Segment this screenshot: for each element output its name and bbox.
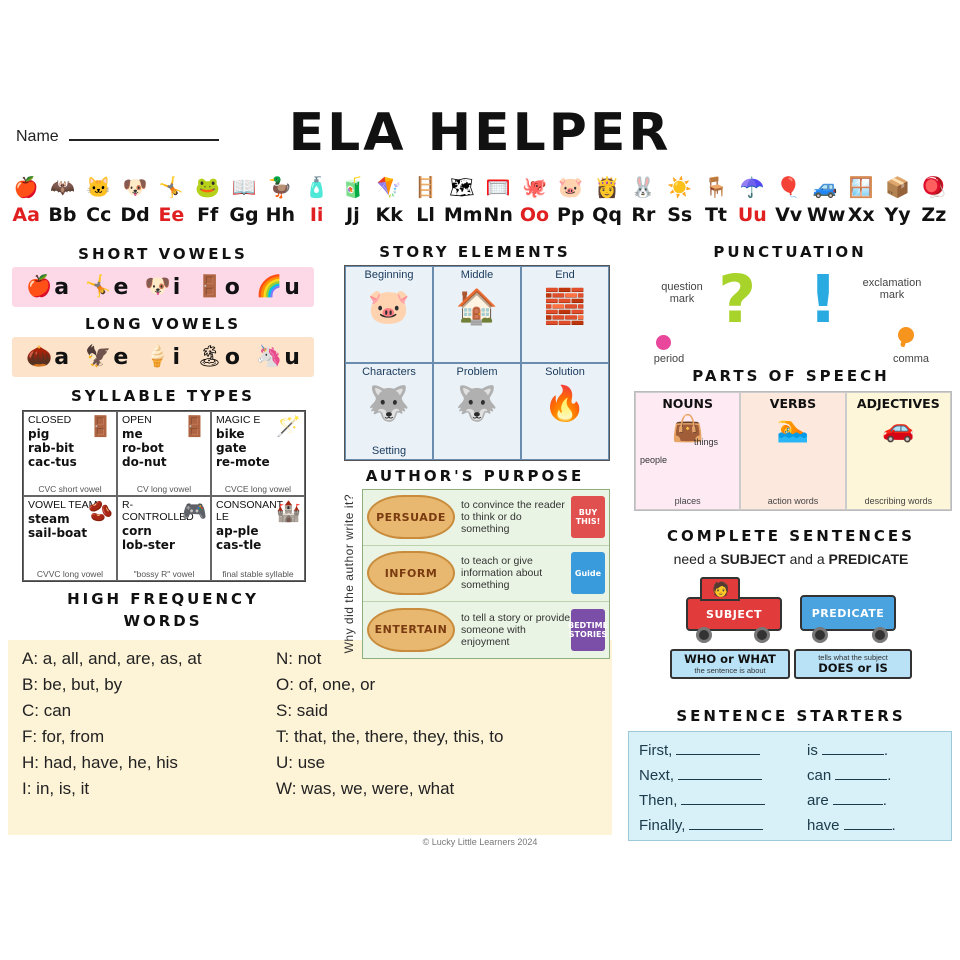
short-vowel-picture-icon: 🌈 bbox=[256, 275, 283, 298]
story-element-label: Middle bbox=[460, 269, 494, 281]
sentence-starter-row bbox=[639, 813, 941, 838]
parts-of-speech-icon: 🏊 bbox=[776, 413, 810, 443]
parts-of-speech-title: NOUNS bbox=[662, 396, 714, 411]
train-diagram bbox=[660, 573, 930, 693]
ela-helper-worksheet bbox=[0, 95, 960, 865]
alphabet-cell bbox=[262, 173, 298, 227]
page-title: ELA HELPER bbox=[288, 103, 672, 163]
high-frequency-word-line: W: was, we, were, what bbox=[276, 779, 455, 798]
sentence-starter-row bbox=[639, 763, 941, 788]
alphabet-letters: Vv bbox=[775, 204, 803, 226]
long-vowel-letter: o bbox=[224, 344, 240, 370]
high-frequency-words-box bbox=[8, 640, 612, 835]
syllable-word: bike bbox=[216, 427, 245, 441]
story-element-icon: 🐺 bbox=[455, 385, 499, 423]
parts-of-speech-cell bbox=[740, 392, 845, 510]
syllable-type-cell bbox=[211, 496, 305, 581]
train-conductor-icon: 🧑 bbox=[712, 581, 730, 597]
alphabet-cell bbox=[443, 173, 483, 227]
alphabet-cell bbox=[81, 173, 117, 227]
parts-of-speech-title: VERBS bbox=[769, 396, 817, 411]
authors-purpose-book-icon: BEDTIME STORIES bbox=[571, 609, 605, 651]
syllable-type-cell bbox=[23, 411, 117, 496]
sentence-starter-period: . bbox=[883, 742, 889, 759]
long-vowel-letter: e bbox=[113, 344, 129, 370]
syllable-type-title: CONSONANT + LE bbox=[216, 499, 292, 523]
alphabet-letters: Nn bbox=[483, 204, 513, 226]
long-vowel-picture-icon: 🍦 bbox=[144, 345, 171, 368]
complete-sentences-heading: COMPLETE SENTENCES bbox=[667, 527, 915, 545]
predicate-caption bbox=[794, 649, 912, 679]
period-label: period bbox=[653, 353, 685, 365]
alphabet-picture-icon: 📖 bbox=[231, 177, 257, 199]
parts-of-speech-heading: PARTS OF SPEECH bbox=[692, 367, 890, 385]
alphabet-picture-icon: 🦇 bbox=[50, 177, 75, 199]
authors-purpose-question: Why did the author write it? bbox=[342, 494, 356, 654]
authors-purpose-heading: AUTHOR'S PURPOSE bbox=[365, 467, 585, 485]
alphabet-picture-icon: 🪁 bbox=[376, 177, 402, 199]
sentence-starter-period: . bbox=[882, 792, 887, 809]
alphabet-picture-icon: 🧴 bbox=[304, 177, 330, 199]
alphabet-letters: Pp bbox=[557, 204, 585, 226]
parts-of-speech-cell bbox=[846, 392, 951, 510]
punctuation-zone bbox=[630, 261, 952, 367]
short-vowel-picture-icon: 🐶 bbox=[144, 275, 171, 298]
high-frequency-left-column bbox=[22, 646, 292, 802]
alphabet-cell bbox=[335, 173, 371, 227]
syllable-word: re-mote bbox=[216, 455, 270, 469]
question-mark-label: question mark bbox=[661, 281, 703, 305]
cs-sub-subject: SUBJECT bbox=[720, 551, 786, 567]
syllable-type-cell bbox=[117, 411, 211, 496]
alphabet-picture-icon: 🪟 bbox=[848, 177, 874, 199]
high-frequency-word-line: U: use bbox=[276, 753, 326, 772]
long-vowel-letter: u bbox=[284, 344, 300, 370]
sentence-starter-row bbox=[639, 738, 941, 763]
cs-sub-prefix: need a bbox=[673, 551, 721, 567]
alphabet-cell bbox=[806, 173, 846, 227]
sentence-starter-period: . bbox=[887, 767, 892, 784]
alphabet-cell bbox=[44, 173, 80, 227]
story-element-label: End bbox=[555, 269, 575, 281]
alphabet-letters: Cc bbox=[86, 204, 112, 226]
sentence-starter-right-text: are bbox=[807, 792, 829, 809]
alphabet-cell bbox=[516, 173, 552, 227]
alphabet-cell bbox=[625, 173, 661, 227]
sentence-starter-blank[interactable] bbox=[681, 790, 765, 805]
short-vowels-heading: SHORT VOWELS bbox=[78, 245, 248, 263]
alphabet-letters: Ii bbox=[309, 204, 324, 226]
alphabet-picture-icon: 🎈 bbox=[776, 177, 802, 199]
alphabet-picture-icon: 🐱 bbox=[86, 177, 112, 199]
alphabet-picture-icon: ☀️ bbox=[667, 177, 693, 199]
parts-of-speech-icon: 👜 bbox=[671, 413, 704, 443]
high-frequency-word-line: O: of, one, or bbox=[276, 675, 376, 694]
alphabet-picture-icon: 🪜 bbox=[413, 177, 438, 199]
alphabet-letters: Tt bbox=[704, 204, 728, 226]
alphabet-cell bbox=[408, 173, 444, 227]
long-vowel-item bbox=[256, 345, 300, 370]
comma-icon bbox=[898, 327, 914, 343]
syllable-type-title: VOWEL TEAM bbox=[28, 499, 98, 511]
high-frequency-word-line: F: for, from bbox=[22, 727, 105, 746]
authors-purpose-row bbox=[363, 602, 609, 658]
syllable-type-cell bbox=[117, 496, 211, 581]
authors-purpose-text: to teach or give information about something bbox=[461, 555, 543, 592]
syllable-word: pig bbox=[28, 427, 50, 441]
alphabet-letters: Gg bbox=[229, 204, 259, 226]
syllable-word: cac-tus bbox=[28, 455, 77, 469]
train-wheel bbox=[696, 627, 712, 643]
syllable-type-note: CVC short vowel bbox=[38, 484, 102, 494]
syllable-word: lob-ster bbox=[122, 538, 175, 552]
long-vowel-picture-icon: 🌰 bbox=[26, 345, 53, 368]
subject-car: SUBJECT bbox=[686, 597, 782, 631]
subject-caption bbox=[670, 649, 790, 679]
high-frequency-word-line: S: said bbox=[276, 701, 328, 720]
high-frequency-word-line: C: can bbox=[22, 701, 72, 720]
question-mark-icon: ? bbox=[718, 261, 757, 338]
train-wheel bbox=[812, 627, 828, 643]
alphabet-letters: Oo bbox=[519, 204, 550, 226]
syllable-word: sail-boat bbox=[28, 526, 88, 540]
alphabet-letters: Ff bbox=[197, 204, 219, 226]
high-frequency-word-line: T: that, the, there, they, this, to bbox=[276, 727, 504, 746]
sentence-starter-blank[interactable] bbox=[835, 765, 887, 780]
alphabet-letters: Kk bbox=[375, 204, 403, 226]
train-wheel bbox=[872, 627, 888, 643]
syllable-type-title: R- CONTROLLED bbox=[122, 499, 194, 523]
comma-label: comma bbox=[892, 353, 930, 365]
sentence-starter-blank[interactable] bbox=[676, 740, 760, 755]
alphabet-letters: Mm bbox=[443, 204, 483, 226]
exclamation-mark-label: exclamation mark bbox=[862, 277, 922, 301]
parts-of-speech-sublabel: action words bbox=[767, 496, 819, 506]
long-vowel-picture-icon: 🦅 bbox=[85, 345, 112, 368]
short-vowel-item bbox=[197, 275, 240, 300]
predicate-car: PREDICATE bbox=[800, 595, 896, 631]
syllable-type-cell bbox=[211, 411, 305, 496]
syllable-word: steam bbox=[28, 512, 70, 526]
long-vowel-item bbox=[196, 345, 240, 370]
alphabet-letters: Ee bbox=[158, 204, 185, 226]
story-element-cell bbox=[521, 266, 609, 363]
story-element-label: Setting bbox=[371, 445, 407, 457]
long-vowel-picture-icon: 🏝 bbox=[196, 345, 223, 368]
syllable-type-cell bbox=[23, 496, 117, 581]
syllable-type-note: CV long vowel bbox=[136, 484, 192, 494]
parts-of-speech-extra-word: people bbox=[640, 455, 668, 465]
syllable-type-icon: 🫘 bbox=[88, 501, 113, 523]
sentence-starter-blank[interactable] bbox=[844, 815, 892, 830]
authors-purpose-box bbox=[362, 489, 610, 659]
long-vowel-letter: i bbox=[172, 344, 181, 370]
alphabet-picture-icon: 👸 bbox=[594, 177, 620, 199]
alphabet-cell bbox=[734, 173, 770, 227]
high-frequency-word-line: I: in, is, it bbox=[22, 779, 90, 798]
long-vowel-item bbox=[85, 345, 128, 370]
alphabet-picture-icon: 🥅 bbox=[485, 177, 511, 199]
syllable-type-icon: 🎮 bbox=[182, 501, 207, 523]
alphabet-picture-icon: 🤸 bbox=[158, 177, 184, 199]
alphabet-letters: Qq bbox=[592, 204, 622, 226]
story-element-label: Problem bbox=[456, 366, 498, 378]
sentence-starter-right-text: can bbox=[807, 767, 832, 784]
sentence-starter-blank[interactable] bbox=[822, 740, 884, 755]
story-element-cell bbox=[521, 363, 609, 460]
sentence-starters-heading: SENTENCE STARTERS bbox=[676, 707, 906, 725]
high-frequency-word-line: N: not bbox=[276, 649, 322, 668]
sentence-starter-right-text: is bbox=[807, 742, 818, 759]
high-frequency-word-line: B: be, but, by bbox=[22, 675, 123, 694]
predicate-caption-main: DOES or IS bbox=[818, 661, 888, 675]
subject-caption-main: WHO or WHAT bbox=[684, 652, 776, 666]
short-vowel-item bbox=[26, 275, 69, 300]
copyright-text: © Lucky Little Learners 2024 bbox=[422, 837, 538, 847]
syllable-word: ap-ple bbox=[216, 524, 259, 538]
sentence-starter-left-text: Finally, bbox=[639, 817, 686, 834]
alphabet-letters: Dd bbox=[120, 204, 150, 226]
long-vowel-item bbox=[144, 345, 180, 370]
authors-purpose-row bbox=[363, 490, 609, 546]
alphabet-letters: Rr bbox=[631, 204, 656, 226]
syllable-type-note: "bossy R" vowel bbox=[133, 569, 195, 579]
long-vowel-letter: a bbox=[54, 344, 70, 370]
alphabet-letters: Ss bbox=[667, 204, 693, 226]
high-frequency-heading-2: WORDS bbox=[123, 612, 203, 630]
parts-of-speech-title: ADJECTIVES bbox=[856, 396, 940, 411]
syllable-type-icon: 🚪 bbox=[88, 416, 113, 438]
alphabet-picture-icon: ☂️ bbox=[739, 177, 765, 199]
sentence-starter-left-text: Next, bbox=[639, 767, 675, 784]
syllable-type-title: MAGIC E bbox=[216, 414, 261, 426]
alphabet-cell bbox=[589, 173, 625, 227]
cs-sub-middle: and a bbox=[785, 551, 829, 567]
authors-purpose-book-icon: BUY THIS! bbox=[571, 496, 605, 538]
parts-of-speech-sublabel: places bbox=[674, 496, 701, 506]
alphabet-letters: Bb bbox=[48, 204, 77, 226]
story-elements-heading: STORY ELEMENTS bbox=[379, 243, 571, 261]
parts-of-speech-cell bbox=[635, 392, 740, 510]
alphabet-letters: Yy bbox=[884, 204, 911, 226]
alphabet-picture-icon: 🪑 bbox=[703, 177, 729, 199]
syllable-word: ro-bot bbox=[122, 441, 164, 455]
alphabet-picture-icon: 🐶 bbox=[122, 177, 148, 199]
authors-purpose-row bbox=[363, 546, 609, 602]
syllable-type-icon: 🏰 bbox=[276, 501, 301, 523]
syllable-word: rab-bit bbox=[28, 441, 75, 455]
story-element-cell bbox=[345, 266, 433, 363]
alphabet-letters: Zz bbox=[921, 204, 947, 226]
high-frequency-word-line: A: a, all, and, are, as, at bbox=[22, 649, 202, 668]
sentence-starter-period: . bbox=[891, 817, 896, 834]
alphabet-letters: Ll bbox=[416, 204, 435, 226]
alphabet-picture-icon: 🐸 bbox=[195, 177, 221, 199]
story-elements-grid bbox=[344, 265, 610, 461]
authors-purpose-pie: ENTERTAIN bbox=[367, 608, 455, 652]
story-element-label: Beginning bbox=[364, 269, 414, 281]
punctuation-heading: PUNCTUATION bbox=[713, 243, 867, 261]
predicate-caption-small: tells what the subject bbox=[818, 653, 888, 662]
alphabet-cell bbox=[553, 173, 589, 227]
authors-purpose-side-label bbox=[342, 489, 356, 659]
syllable-type-note: CVCE long vowel bbox=[224, 484, 292, 494]
long-vowel-item bbox=[26, 345, 69, 370]
short-vowel-letter: u bbox=[284, 274, 300, 300]
short-vowel-picture-icon: 🍎 bbox=[26, 275, 53, 298]
alphabet-picture-icon: 🐷 bbox=[558, 177, 584, 199]
alphabet-cell bbox=[880, 173, 916, 227]
alphabet-cell bbox=[117, 173, 153, 227]
alphabet-picture-icon: 🪀 bbox=[921, 177, 947, 199]
syllable-type-note: CVVC long vowel bbox=[36, 569, 104, 579]
story-element-icon: 🏠 bbox=[455, 288, 499, 326]
syllable-word: corn bbox=[122, 524, 152, 538]
complete-sentences-subtitle bbox=[630, 551, 952, 567]
syllable-word: cas-tle bbox=[216, 538, 262, 552]
authors-purpose-text: to convince the reader to think or do something bbox=[461, 499, 565, 536]
alphabet-cell bbox=[771, 173, 807, 227]
syllable-word: me bbox=[122, 427, 143, 441]
cs-sub-predicate: PREDICATE bbox=[828, 551, 909, 567]
parts-of-speech-extra-word: things bbox=[694, 437, 719, 447]
syllable-type-note: final stable syllable bbox=[222, 569, 294, 579]
alphabet-letters: Ww bbox=[806, 204, 846, 226]
authors-purpose-pie: INFORM bbox=[367, 551, 455, 595]
alphabet-letters: Xx bbox=[847, 204, 875, 226]
short-vowel-letter: i bbox=[172, 274, 181, 300]
alphabet-cell bbox=[843, 173, 879, 227]
story-element-icon: 🧱 bbox=[543, 288, 587, 326]
sentence-starter-left-text: First, bbox=[639, 742, 673, 759]
alphabet-cell bbox=[698, 173, 734, 227]
authors-purpose-pie: PERSUADE bbox=[367, 495, 455, 539]
syllable-type-icon: 🪄 bbox=[276, 416, 301, 438]
alphabet-cell bbox=[662, 173, 698, 227]
short-vowel-letter: a bbox=[54, 274, 70, 300]
authors-purpose-book-icon: Guide bbox=[571, 552, 605, 594]
story-element-cell bbox=[345, 363, 433, 460]
alphabet-letters: Aa bbox=[12, 204, 40, 226]
story-element-cell bbox=[433, 266, 521, 363]
alphabet-cell bbox=[371, 173, 407, 227]
sentence-starter-left-text: Then, bbox=[639, 792, 678, 809]
syllable-type-icon: 🚪 bbox=[182, 416, 207, 438]
sentence-starter-row bbox=[639, 788, 941, 813]
alphabet-strip bbox=[8, 173, 952, 238]
alphabet-cell bbox=[8, 173, 44, 227]
short-vowels-band bbox=[12, 267, 314, 307]
syllable-word: gate bbox=[216, 441, 247, 455]
story-element-label: Solution bbox=[545, 366, 585, 378]
alphabet-letters: Hh bbox=[265, 204, 296, 226]
alphabet-picture-icon: 🦆 bbox=[267, 177, 293, 199]
short-vowel-letter: e bbox=[113, 274, 129, 300]
train-wheel bbox=[754, 627, 770, 643]
syllable-word: do-nut bbox=[122, 455, 167, 469]
alphabet-letters: Uu bbox=[737, 204, 767, 226]
story-element-cell bbox=[433, 363, 521, 460]
alphabet-cell bbox=[299, 173, 335, 227]
short-vowel-item bbox=[145, 275, 181, 300]
syllable-types-heading: SYLLABLE TYPES bbox=[71, 387, 255, 405]
long-vowels-heading: LONG VOWELS bbox=[84, 315, 242, 333]
sentence-starter-right-text: have bbox=[807, 817, 840, 834]
alphabet-letters: Jj bbox=[346, 204, 360, 226]
sentence-starter-blank[interactable] bbox=[689, 815, 763, 830]
high-frequency-right-column bbox=[276, 646, 606, 802]
story-element-icon: 🐷 bbox=[367, 288, 411, 326]
short-vowel-letter: o bbox=[224, 274, 240, 300]
syllable-types-table bbox=[22, 410, 306, 582]
syllable-type-title: OPEN bbox=[122, 414, 152, 426]
authors-purpose-text: to tell a story or provide someone with enjoyment bbox=[461, 611, 571, 648]
high-frequency-word-line: H: had, have, he, his bbox=[22, 753, 178, 772]
syllable-type-title: CLOSED bbox=[28, 414, 72, 426]
alphabet-picture-icon: 🐙 bbox=[522, 177, 547, 199]
parts-of-speech-icon: 🚗 bbox=[882, 413, 915, 443]
alphabet-cell bbox=[916, 173, 952, 227]
alphabet-picture-icon: 📦 bbox=[885, 177, 910, 199]
short-vowel-picture-icon: 🤸 bbox=[85, 275, 112, 298]
alphabet-cell bbox=[153, 173, 189, 227]
sentence-starters-box bbox=[628, 731, 952, 841]
alphabet-cell bbox=[190, 173, 226, 227]
short-vowel-picture-icon: 🚪 bbox=[196, 275, 223, 298]
sentence-starter-blank[interactable] bbox=[833, 790, 883, 805]
syllable-type-words bbox=[122, 524, 206, 552]
alphabet-picture-icon: 🐰 bbox=[630, 177, 656, 199]
alphabet-picture-icon: 🗺 bbox=[449, 177, 475, 199]
short-vowel-item bbox=[256, 275, 300, 300]
subject-caption-small: the sentence is about bbox=[694, 666, 766, 675]
alphabet-picture-icon: 🚙 bbox=[812, 177, 838, 199]
name-label: Name bbox=[16, 128, 59, 145]
high-frequency-heading-1: HIGH FREQUENCY bbox=[67, 590, 259, 608]
long-vowels-band bbox=[12, 337, 314, 377]
short-vowel-item bbox=[85, 275, 128, 300]
story-element-icon: 🔥 bbox=[543, 385, 587, 423]
alphabet-picture-icon: 🍎 bbox=[13, 177, 39, 199]
parts-of-speech-grid bbox=[634, 391, 952, 511]
exclamation-mark-icon: ! bbox=[808, 261, 839, 338]
sentence-starter-blank[interactable] bbox=[678, 765, 762, 780]
syllable-type-words bbox=[216, 524, 300, 552]
story-element-icon: 🐺 bbox=[367, 385, 411, 423]
period-icon bbox=[656, 335, 671, 350]
story-element-label: Characters bbox=[362, 366, 416, 378]
alphabet-picture-icon: 🧃 bbox=[340, 177, 366, 199]
alphabet-cell bbox=[480, 173, 516, 227]
parts-of-speech-sublabel: describing words bbox=[864, 496, 933, 506]
long-vowel-picture-icon: 🦄 bbox=[256, 345, 283, 368]
alphabet-cell bbox=[226, 173, 262, 227]
